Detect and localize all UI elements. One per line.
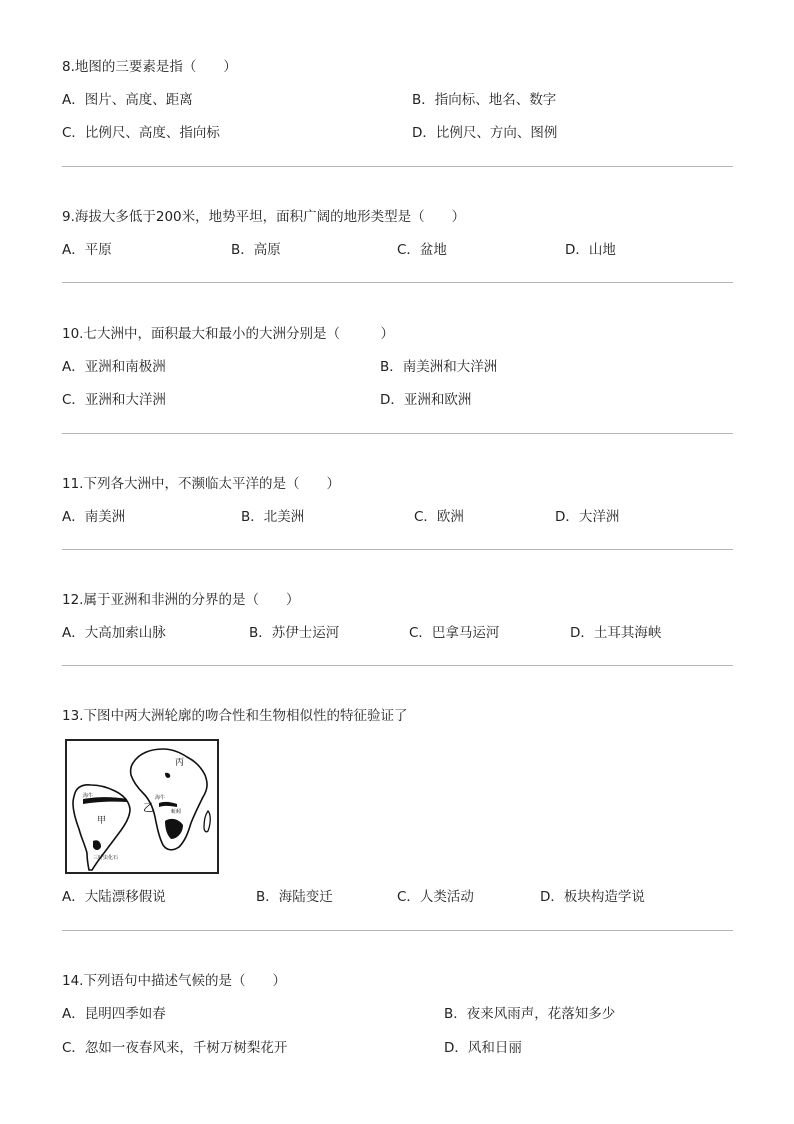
- map-label-fossil-top: 海牛: [83, 793, 94, 799]
- madagascar-outline: [204, 811, 210, 832]
- question-10-stem: 10.七大洲中，面积最大和最小的大洲分别是（ ）: [62, 326, 394, 342]
- separator: [62, 282, 733, 283]
- separator: [62, 433, 733, 434]
- question-11-option-a[interactable]: A．南美洲: [62, 509, 126, 525]
- map-label-fossil-mid: 海牛: [155, 795, 166, 801]
- map-label-fossil-bottom: 三叶虫化石: [93, 855, 119, 861]
- question-14-option-b[interactable]: B．夜来风雨声，花落知多少: [444, 1006, 616, 1022]
- question-10-option-a[interactable]: A．亚洲和南极洲: [62, 359, 166, 375]
- question-8-option-c[interactable]: C．比例尺、高度、指向标: [62, 125, 220, 141]
- question-12-option-d[interactable]: D．土耳其海峡: [570, 625, 662, 641]
- question-8-option-d[interactable]: D．比例尺、方向、图例: [412, 125, 558, 141]
- question-11-option-c[interactable]: C．欧洲: [414, 509, 464, 525]
- question-14-stem: 14.下列语句中描述气候的是（ ）: [62, 973, 286, 989]
- question-11-option-b[interactable]: B．北美洲: [241, 509, 305, 525]
- question-14-option-d[interactable]: D．风和日丽: [444, 1040, 522, 1056]
- separator: [62, 166, 733, 167]
- separator: [62, 665, 733, 666]
- question-12-option-b[interactable]: B．苏伊士运河: [249, 625, 340, 641]
- question-12-stem: 12.属于亚洲和非洲的分界的是（ ）: [62, 592, 300, 608]
- question-8-option-a[interactable]: A．图片、高度、距离: [62, 92, 193, 108]
- question-8-option-b[interactable]: B．指向标、地名、数字: [412, 92, 557, 108]
- question-10-option-c[interactable]: C．亚洲和大洋洲: [62, 392, 166, 408]
- question-9-option-b[interactable]: B．高原: [231, 242, 281, 258]
- map-label-yi: 乙: [143, 801, 154, 814]
- question-8-stem: 8.地图的三要素是指（ ）: [62, 59, 237, 75]
- question-9-option-c[interactable]: C．盆地: [397, 242, 447, 258]
- question-11-stem: 11.下列各大洲中，不濒临太平洋的是（ ）: [62, 476, 340, 492]
- question-11-option-d[interactable]: D．大洋洲: [555, 509, 620, 525]
- question-9-option-a[interactable]: A．平原: [62, 242, 112, 258]
- map-label-jia: 甲: [97, 816, 107, 826]
- question-10-option-b[interactable]: B．南美洲和大洋洲: [380, 359, 498, 375]
- question-9-option-d[interactable]: D．山地: [565, 242, 616, 258]
- question-14-option-a[interactable]: A．昆明四季如春: [62, 1006, 166, 1022]
- question-9-stem: 9.海拔大多低于200米，地势平坦，面积广阔的地形类型是（ ）: [62, 209, 466, 225]
- continent-map-svg: [67, 741, 217, 872]
- separator: [62, 549, 733, 550]
- question-12-option-a[interactable]: A．大高加索山脉: [62, 625, 166, 641]
- question-14-option-c[interactable]: C．忽如一夜春风来，千树万树梨花开: [62, 1040, 288, 1056]
- question-13-option-a[interactable]: A．大陆漂移假说: [62, 889, 166, 905]
- question-12-option-c[interactable]: C．巴拿马运河: [409, 625, 500, 641]
- question-13-option-c[interactable]: C．人类活动: [397, 889, 474, 905]
- question-13-stem: 13.下图中两大洲轮廓的吻合性和生物相似性的特征验证了: [62, 708, 408, 724]
- question-13-option-b[interactable]: B．海陆变迁: [256, 889, 333, 905]
- continent-fit-map: [65, 739, 219, 874]
- separator: [62, 930, 733, 931]
- map-label-fossil-africa: 蚯蚓: [171, 809, 182, 815]
- question-10-option-d[interactable]: D．亚洲和欧洲: [380, 392, 472, 408]
- map-label-bing: 丙: [175, 758, 185, 768]
- question-13-option-d[interactable]: D．板块构造学说: [540, 889, 645, 905]
